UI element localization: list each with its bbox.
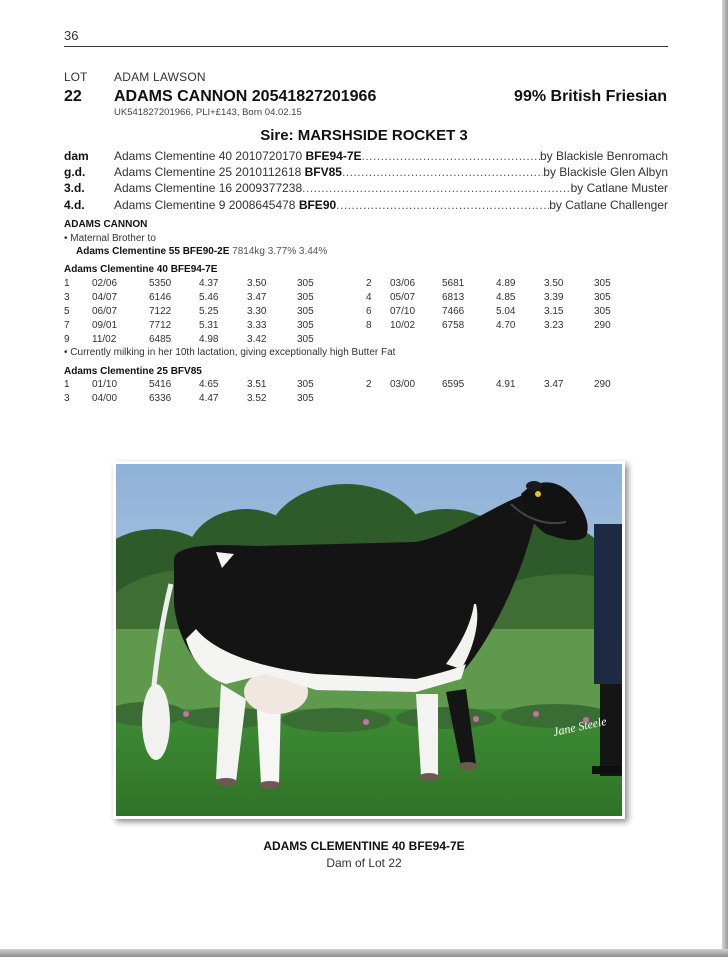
record-cell: 04/07	[92, 292, 118, 303]
record-cell: 11/02	[92, 334, 117, 345]
pedigree-code: BFE90	[298, 198, 337, 212]
record-cell: 3	[64, 292, 70, 303]
record-cell: 09/01	[92, 320, 118, 331]
record-cell: 305	[297, 334, 314, 345]
record-cell: 5681	[442, 278, 465, 289]
record-cell: 6595	[442, 379, 465, 390]
record-cell: 02/06	[92, 278, 118, 289]
record-cell: 10/02	[390, 320, 416, 331]
record-cell: 04/00	[92, 393, 118, 404]
record-cell: 7466	[442, 306, 465, 317]
record-cell: 6	[366, 306, 372, 317]
leader-dots	[302, 181, 570, 195]
pedigree-name: Adams Clementine 16 2009377238	[114, 181, 303, 195]
record-cell: 5350	[149, 278, 172, 289]
leader-dots	[342, 165, 543, 179]
record-cell: 4.65	[199, 379, 219, 390]
record-cell: 3	[64, 393, 70, 404]
record-cell: 305	[297, 306, 314, 317]
maternal-brother-stats: 7814kg 3.77% 3.44%	[232, 246, 328, 257]
maternal-brother-bullet: • Maternal Brother to	[64, 233, 156, 244]
record-cell: 5.25	[199, 306, 219, 317]
record-cell: 07/10	[390, 306, 416, 317]
record-cell: 6146	[149, 292, 172, 303]
record-cell: 6485	[149, 334, 172, 345]
pedigree-name: Adams Clementine 40 2010720170	[114, 149, 303, 163]
animal-details: UK541827201966, PLI+£143, Born 04.02.15	[114, 107, 302, 118]
leader-dots	[362, 149, 540, 163]
record-cell: 305	[297, 278, 314, 289]
record-cell: 4.37	[199, 278, 219, 289]
record-cell: 305	[594, 278, 611, 289]
record-cell: 305	[594, 292, 611, 303]
notes-heading: ADAMS CANNON	[64, 219, 148, 230]
record-cell: 8	[366, 320, 372, 331]
page-number: 36	[64, 28, 79, 43]
record-cell: 305	[297, 379, 314, 390]
record-cell: 3.15	[544, 306, 564, 317]
record-cell: 3.23	[544, 320, 564, 331]
record-cell: 7712	[149, 320, 172, 331]
record-cell: 305	[297, 320, 314, 331]
photo-caption-subtitle: Dam of Lot 22	[326, 856, 402, 870]
record-cell: 305	[297, 292, 314, 303]
pedigree-label: g.d.	[64, 165, 86, 179]
dam-records-title: Adams Clementine 40 BFE94-7E	[64, 264, 218, 275]
page-edge-bottom	[0, 949, 728, 957]
lot-number: 22	[64, 88, 82, 105]
record-cell: 3.52	[247, 393, 267, 404]
record-cell: 03/00	[390, 379, 416, 390]
record-cell: 7	[64, 320, 70, 331]
record-cell: 4.91	[496, 379, 516, 390]
record-cell: 2	[366, 278, 372, 289]
pedigree-code: BFV85	[304, 165, 342, 179]
record-cell: 3.39	[544, 292, 564, 303]
record-cell: 4.98	[199, 334, 219, 345]
record-cell: 5.46	[199, 292, 219, 303]
record-cell: 5	[64, 306, 70, 317]
record-cell: 1	[64, 379, 70, 390]
pedigree-label: dam	[64, 149, 89, 163]
record-cell: 3.50	[247, 278, 267, 289]
record-cell: 6758	[442, 320, 465, 331]
pedigree-label: 3.d.	[64, 181, 85, 195]
record-cell: 03/06	[390, 278, 416, 289]
record-cell: 3.47	[544, 379, 564, 390]
record-cell: 305	[297, 393, 314, 404]
pedigree-sire: by Blackisle Benromach	[539, 149, 668, 163]
record-cell: 5416	[149, 379, 172, 390]
pedigree-sire: by Blackisle Glen Albyn	[543, 165, 668, 179]
record-cell: 01/10	[92, 379, 118, 390]
animal-name: ADAMS CANNON 20541827201966	[114, 88, 377, 105]
record-cell: 1	[64, 278, 70, 289]
record-cell: 3.50	[544, 278, 564, 289]
pedigree-row-4d	[64, 198, 668, 214]
record-cell: 3.30	[247, 306, 267, 317]
record-cell: 9	[64, 334, 70, 345]
pedigree-row-gd	[64, 165, 668, 181]
owner-name: ADAM LAWSON	[114, 70, 206, 84]
record-cell: 305	[594, 306, 611, 317]
photo-caption-title: ADAMS CLEMENTINE 40 BFE94-7E	[263, 839, 465, 853]
cow-photo	[113, 461, 625, 819]
leader-dots	[336, 198, 549, 212]
dam-records-note: • Currently milking in her 10th lactation, giving exceptionally high Butter Fat	[64, 347, 396, 358]
sire-heading: Sire: MARSHSIDE ROCKET 3	[260, 127, 468, 144]
record-cell: 06/07	[92, 306, 118, 317]
record-cell: 3.42	[247, 334, 267, 345]
breed-percentage: 99% British Friesian	[514, 88, 667, 105]
pedigree-name: Adams Clementine 9 2008645478	[114, 198, 296, 212]
record-cell: 4.89	[496, 278, 516, 289]
record-cell: 3.51	[247, 379, 267, 390]
record-cell: 05/07	[390, 292, 416, 303]
pedigree-name: Adams Clementine 25 2010112618	[114, 165, 302, 179]
gd-records-title: Adams Clementine 25 BFV85	[64, 366, 202, 377]
record-cell: 2	[366, 379, 372, 390]
header-rule	[64, 46, 668, 47]
record-cell: 290	[594, 379, 611, 390]
pedigree-sire: by Catlane Muster	[570, 181, 668, 195]
record-cell: 6336	[149, 393, 172, 404]
pedigree-code: BFE94-7E	[305, 149, 362, 163]
lot-label: LOT	[64, 70, 88, 84]
photo-watermark: Jane Steele	[551, 713, 608, 739]
pedigree-sire: by Catlane Challenger	[549, 198, 668, 212]
record-cell: 5.04	[496, 306, 516, 317]
pedigree-row-3d	[64, 181, 668, 197]
maternal-brother-name: Adams Clementine 55 BFE90-2E	[76, 246, 230, 257]
record-cell: 7122	[149, 306, 172, 317]
record-cell: 5.31	[199, 320, 219, 331]
record-cell: 6813	[442, 292, 465, 303]
record-cell: 4	[366, 292, 372, 303]
maternal-brother-line	[76, 246, 327, 257]
pedigree-label: 4.d.	[64, 198, 85, 212]
record-cell: 3.47	[247, 292, 267, 303]
record-cell: 4.70	[496, 320, 516, 331]
record-cell: 4.85	[496, 292, 516, 303]
record-cell: 3.33	[247, 320, 267, 331]
pedigree-row-dam	[64, 149, 668, 165]
record-cell: 290	[594, 320, 611, 331]
record-cell: 4.47	[199, 393, 219, 404]
